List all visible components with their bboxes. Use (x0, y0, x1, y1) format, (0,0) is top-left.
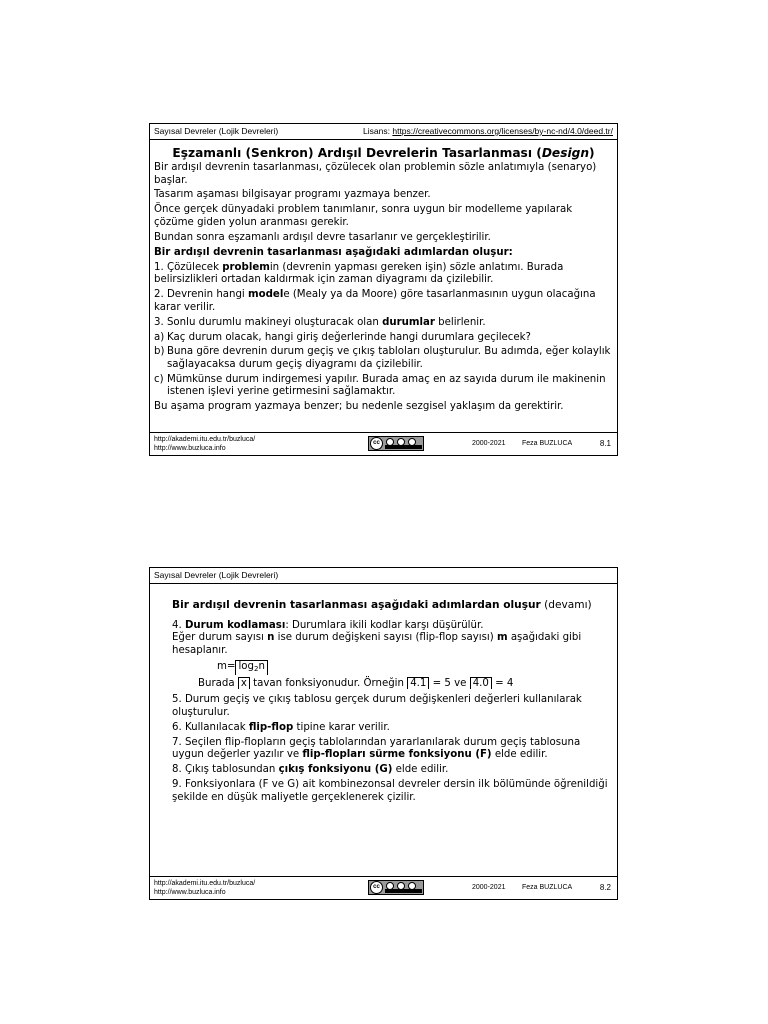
ceil-x: x (240, 677, 247, 689)
footer-author: Feza BUZLUCA (522, 884, 573, 891)
slide-title (154, 145, 613, 161)
title-bold: Bir ardışıl devrenin tasarlanması aşağıdaki adımlardan oluşur (172, 599, 541, 611)
slide-footer (150, 876, 617, 899)
footer-year: 2000-2021 (472, 884, 506, 891)
formula-n: n (258, 660, 265, 672)
step-keyword: flip-flopları sürme fonksiyonu (F) (302, 749, 492, 761)
footer-links (154, 436, 255, 453)
steps-heading (154, 247, 613, 260)
step-text: elde edilir. (392, 764, 449, 776)
footer-link-akademi[interactable]: http://akademi.itu.edu.tr/buzluca/ (154, 880, 256, 887)
paragraph: Bir ardışıl devrenin tasarlanması, çözülecek olan problemin sözle anlatımıyla (senaryo) başlar. (154, 162, 597, 186)
slide-8-1 (149, 123, 618, 456)
step-keyword: model (248, 289, 284, 301)
formula-sub: 2 (254, 664, 259, 673)
steps-heading-text: Bir ardışıl devrenin tasarlanması aşağıdaki adımlardan oluşur: (154, 246, 513, 258)
step-text: 8. Çıkış tablosundan (172, 764, 279, 776)
step-text: ise durum değişkeni sayısı (flip-flop sayısı) (274, 632, 497, 644)
step-text: aşağıdaki gibi hesaplanır. (172, 632, 582, 656)
creative-commons-by-nc-nd-icon (368, 880, 424, 895)
title-rest: (devamı) (540, 599, 592, 611)
paragraph: Bundan sonra eşzamanlı ardışıl devre tasarlanır ve gerçekleştirilir. (154, 231, 491, 243)
explanation-text: Burada (198, 677, 235, 689)
ceil-bracket (407, 677, 429, 689)
substep-label: b) (154, 346, 165, 358)
license-link[interactable]: https://creativecommons.org/licenses/by-nc-nd/4.0/deed.tr/ (392, 126, 613, 136)
slide-8-2 (149, 567, 618, 900)
example-1-input: 4.1 (410, 677, 427, 689)
step-number: 4. (172, 619, 185, 631)
step-text: tipine karar verilir. (293, 721, 390, 733)
example-2-output: = 4 (491, 677, 514, 689)
ceil-bracket (235, 660, 267, 675)
step-text: 2. Devrenin hangi (154, 289, 249, 301)
ceiling-explanation (198, 677, 609, 691)
var-n: n (267, 632, 275, 644)
step-text: : Durumlara ikili kodlar karşı düşürülür. (285, 619, 484, 631)
title-text: Eşzamanlı (Senkron) Ardışıl Devrelerin Tasarlanması ( (172, 146, 542, 160)
step-keyword: durumlar (382, 316, 435, 328)
footer-link-akademi[interactable]: http://akademi.itu.edu.tr/buzluca/ (154, 436, 256, 443)
paragraph: Bu aşama program yazmaya benzer; bu nedenle sezgisel yaklaşım da gerektirir. (154, 401, 564, 413)
substep-a (154, 332, 613, 345)
cc-text: cc (370, 881, 383, 894)
step-text: e (Mealy ya da Moore) göre tasarlanmasının uygun olacağına karar verilir. (154, 289, 596, 313)
step-8 (172, 764, 609, 777)
course-title: Sayısal Devreler (Lojik Devreleri) (154, 570, 279, 580)
step-4 (172, 620, 609, 658)
formula (217, 660, 609, 675)
footer-links (154, 880, 255, 897)
ceil-bracket (470, 677, 492, 689)
license-label: Lisans: (363, 126, 390, 136)
step-5: 5. Durum geçiş ve çıkış tablosu gerçek durum değişkenleri değerleri kullanılarak oluşturulur. (172, 694, 582, 718)
step-keyword: Durum kodlaması (184, 619, 286, 631)
paragraph: Önce gerçek dünyadaki problem tanımlanır, sonra uygun bir modelleme yapılarak çözüme giden yolun aranması gerekir. (154, 204, 573, 228)
creative-commons-by-nc-nd-icon (368, 436, 424, 451)
step-keyword: flip-flop (248, 721, 294, 733)
step-text: 1. Çözülecek (154, 261, 223, 273)
step-keyword: çıkış fonksiyonu (G) (278, 764, 393, 776)
footer-author: Feza BUZLUCA (522, 440, 573, 447)
var-m: m (496, 632, 508, 644)
substep-c (154, 374, 613, 399)
substep-label: a) (154, 331, 165, 343)
ceil-bracket (238, 677, 250, 689)
footer-year: 2000-2021 (472, 440, 506, 447)
step-2 (154, 289, 613, 314)
step-text: belirlenir. (434, 316, 486, 328)
substep-text: Buna göre devrenin durum geçiş ve çıkış tabloları oluşturulur. Bu adımda, eğer kolaylık sağlayacaksa durum geçiş diyagramı da çizilebilir. (167, 346, 611, 370)
title-italic: Design (541, 146, 590, 160)
footer-link-buzluca[interactable]: http://www.buzluca.info (154, 888, 226, 896)
substep-text: Mümkünse durum indirgemesi yapılır. Burada amaç en az sayıda durum ile makinenin istenen işlevi yerine getirmesini sağlamaktır. (167, 373, 606, 398)
explanation-text: tavan fonksiyonudur. Örneğin (249, 677, 408, 689)
slide-footer (150, 432, 617, 455)
step-text: 3. Sonlu durumlu makineyi oluşturacak olan (154, 316, 383, 328)
example-1-output: = 5 ve (429, 677, 470, 689)
page-number: 8.1 (599, 439, 611, 448)
substep-text: Kaç durum olacak, hangi giriş değerlerinde hangi durumlara geçilecek? (167, 331, 531, 343)
page-number: 8.2 (599, 883, 611, 892)
step-1 (154, 262, 613, 287)
slide-header (150, 568, 617, 584)
step-text: 6. Kullanılacak (172, 721, 249, 733)
slide-body (154, 145, 613, 416)
license (363, 126, 613, 136)
formula-lhs: m= (217, 660, 236, 672)
footer-link-buzluca[interactable]: http://www.buzluca.info (154, 444, 226, 452)
step-3 (154, 317, 613, 330)
substep-label: c) (154, 373, 164, 385)
slide-title (172, 599, 609, 612)
cc-label-bar (385, 445, 422, 449)
step-9: 9. Fonksiyonlara (F ve G) ait kombinezonsal devreler dersin ilk bölümünde öğrenildiği şekilde en düşük maliyetle gerçeklenerek çizilir. (172, 779, 608, 803)
paragraph: Tasarım aşaması bilgisayar programı yazmaya benzer. (154, 189, 431, 201)
course-title: Sayısal Devreler (Lojik Devreleri) (154, 126, 279, 136)
cc-text: cc (370, 437, 383, 450)
step-6 (172, 722, 609, 735)
step-text: Eğer durum sayısı (172, 632, 268, 644)
substep-b (154, 346, 613, 371)
step-7 (172, 737, 609, 762)
step-text: elde edilir. (491, 749, 548, 761)
slide-header (150, 124, 617, 140)
example-2-input: 4.0 (472, 677, 489, 689)
step-text: in (devrenin yapması gereken işin) sözle anlatımı. Burada belirsizlikleri ortadan kaldırmak için zaman diyagramı da çizilebilir. (154, 261, 564, 286)
step-keyword: problem (222, 261, 270, 273)
cc-label-bar (385, 889, 422, 893)
step-text: 7. Seçilen flip-flopların geçiş tablolarından yararlanılarak durum geçiş tablosuna uygun değerler yazılır ve (172, 736, 581, 761)
title-end: ) (589, 146, 595, 160)
slide-body (172, 599, 609, 807)
formula-log: log (238, 660, 254, 672)
